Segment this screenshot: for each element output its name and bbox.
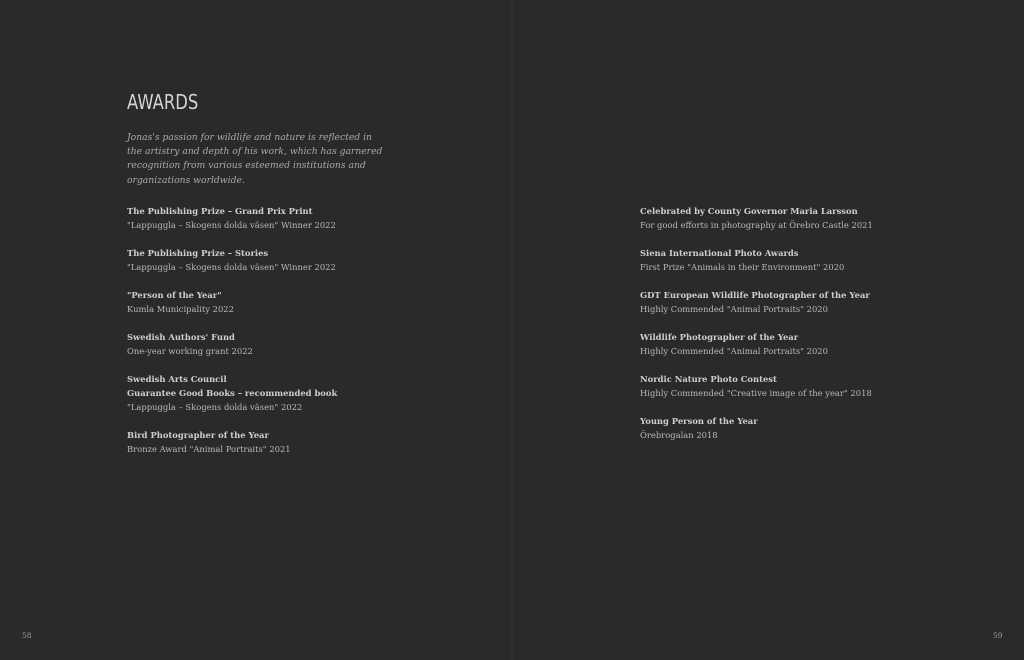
award-title: Swedish Arts Council — [127, 374, 227, 384]
award-entry — [640, 414, 940, 456]
award-entry — [127, 288, 427, 330]
page-number: 59 — [993, 631, 1003, 640]
award-detail: Highly Commended "Creative image of the year" 2018 — [640, 388, 872, 398]
award-title: Swedish Authors' Fund — [127, 332, 235, 342]
award-subtitle: Guarantee Good Books – recommended book — [127, 388, 338, 398]
award-entry — [127, 372, 427, 428]
award-entry — [127, 204, 427, 246]
award-detail: First Prize "Animals in their Environment" 2020 — [640, 262, 845, 272]
award-title: Bird Photographer of the Year — [127, 430, 269, 440]
award-detail: Highly Commended "Animal Portraits" 2020 — [640, 304, 828, 314]
award-entry — [640, 246, 940, 288]
award-detail: One-year working grant 2022 — [127, 346, 253, 356]
right-page — [512, 0, 1024, 660]
award-detail: "Lappuggla – Skogens dolda väsen" Winner 2022 — [127, 262, 336, 272]
award-title: Wildlife Photographer of the Year — [640, 332, 799, 342]
award-entry — [127, 246, 427, 288]
award-title: The Publishing Prize – Grand Prix Print — [127, 206, 313, 216]
award-title: "Person of the Year" — [127, 290, 222, 300]
award-title: GDT European Wildlife Photographer of the Year — [640, 290, 870, 300]
award-title: Celebrated by County Governor Maria Larsson — [640, 206, 858, 216]
awards-list-left — [127, 204, 427, 470]
award-detail: Highly Commended "Animal Portraits" 2020 — [640, 346, 828, 356]
award-detail: Kumla Municipality 2022 — [127, 304, 234, 314]
award-title: The Publishing Prize – Stories — [127, 248, 269, 258]
award-detail: "Lappuggla – Skogens dolda väsen" Winner 2022 — [127, 220, 336, 230]
award-title: Siena International Photo Awards — [640, 248, 799, 258]
page-heading: AWARDS — [127, 90, 199, 114]
award-entry — [127, 330, 427, 372]
award-entry — [640, 288, 940, 330]
page-number: 58 — [22, 631, 32, 640]
award-title: Nordic Nature Photo Contest — [640, 374, 777, 384]
award-detail: "Lappuggla – Skogens dolda väsen" 2022 — [127, 402, 303, 412]
award-detail: Bronze Award "Animal Portraits" 2021 — [127, 444, 291, 454]
award-entry — [640, 372, 940, 414]
award-entry — [640, 204, 940, 246]
awards-list-right — [640, 204, 940, 456]
award-detail: For good efforts in photography at Örebro Castle 2021 — [640, 220, 873, 230]
award-entry — [640, 330, 940, 372]
intro-paragraph: Jonas's passion for wildlife and nature is reflected in the artistry and depth of his work, which has garnered recognition from various esteemed institutions and organizations worldwide. — [127, 132, 383, 186]
award-entry — [127, 428, 427, 470]
award-title: Young Person of the Year — [640, 416, 758, 426]
award-detail: Örebrogalan 2018 — [640, 430, 718, 440]
